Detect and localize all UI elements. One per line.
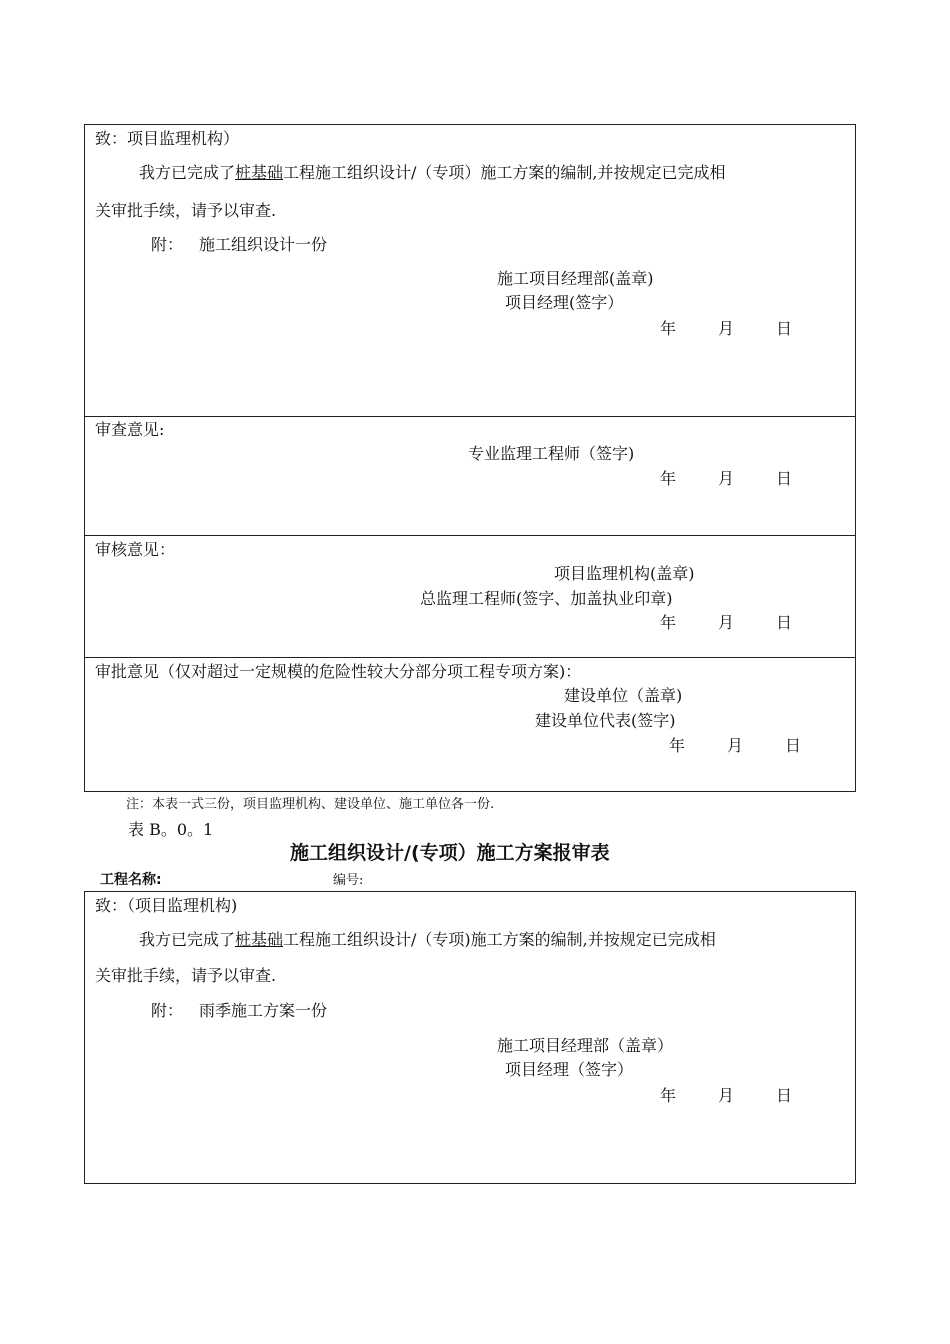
date-day: 日 (785, 736, 802, 755)
attachment-label: 附： (151, 235, 184, 254)
engineer-signature: 专业监理工程师（签字) (468, 444, 635, 463)
department-seal: 施工项目经理部(盖章) (497, 269, 654, 288)
attachment-item: 雨季施工方案一份 (199, 1001, 328, 1020)
date-month: 月 (718, 319, 735, 338)
addressee: 致：（项目监理机构) (95, 896, 238, 915)
review-label: 审查意见: (95, 420, 165, 439)
submission-section (84, 124, 856, 417)
date-day: 日 (776, 469, 793, 488)
review-section (84, 416, 856, 536)
date-day: 日 (776, 613, 793, 632)
date-year: 年 (660, 469, 677, 488)
date-month: 月 (727, 736, 744, 755)
date-day: 日 (776, 1086, 793, 1105)
submission-statement-line2: 关审批手续，请予以审查. (95, 966, 277, 985)
attachment-item: 施工组织设计一份 (199, 235, 328, 254)
audit-label: 审核意见： (95, 540, 176, 559)
department-seal: 施工项目经理部（盖章） (497, 1036, 674, 1055)
approval-section (84, 657, 856, 792)
table-number: 表 B。0。1 (128, 820, 214, 839)
chief-engineer-signature: 总监理工程师(签字、加盖执业印章) (420, 589, 673, 608)
manager-signature: 项目经理（签字） (505, 1060, 634, 1079)
owner-representative-signature: 建设单位代表(签字) (535, 711, 676, 730)
project-name-underlined: 桩基础 (235, 930, 284, 949)
date-day: 日 (776, 319, 793, 338)
date-year: 年 (669, 736, 686, 755)
date-year: 年 (660, 613, 677, 632)
date-year: 年 (660, 1086, 677, 1105)
form-title: 施工组织设计/(专项）施工方案报审表 (290, 842, 610, 864)
date-month: 月 (718, 1086, 735, 1105)
date-year: 年 (660, 319, 677, 338)
submission-statement: 我方已完成了桩基础工程施工组织设计/（专项)施工方案的编制,并按规定已完成相 (139, 930, 716, 949)
number-label: 编号: (333, 873, 364, 888)
addressee: 致：项目监理机构） (95, 129, 240, 148)
date-month: 月 (718, 469, 735, 488)
submission-section-2 (84, 891, 856, 1184)
approval-label: 审批意见（仅对超过一定规模的危险性较大分部分项工程专项方案)： (95, 662, 582, 681)
submission-statement-line2: 关审批手续，请予以审查. (95, 201, 277, 220)
audit-section (84, 535, 856, 658)
manager-signature: 项目经理(签字） (505, 293, 624, 312)
project-name-underlined: 桩基础 (235, 163, 284, 182)
footnote: 注：本表一式三份，项目监理机构、建设单位、施工单位各一份. (126, 797, 495, 812)
owner-seal: 建设单位（盖章) (564, 686, 683, 705)
project-name-label: 工程名称: (100, 872, 162, 888)
submission-statement: 我方已完成了桩基础工程施工组织设计/（专项）施工方案的编制,并按规定已完成相 (139, 163, 726, 182)
supervision-seal: 项目监理机构(盖章) (554, 564, 695, 583)
date-month: 月 (718, 613, 735, 632)
attachment-label: 附： (151, 1001, 184, 1020)
